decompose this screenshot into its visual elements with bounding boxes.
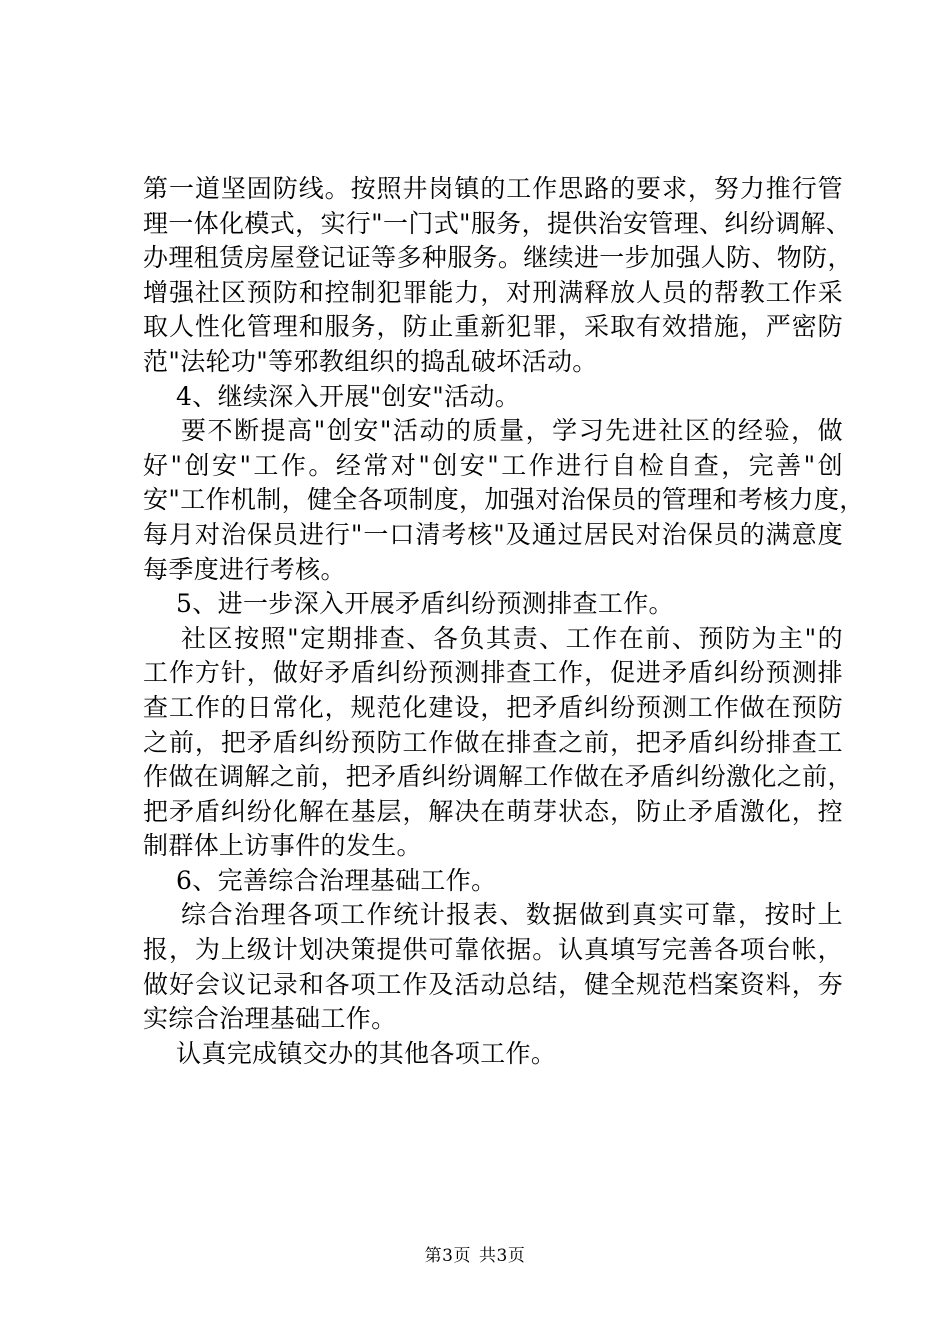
paragraph-line: 第一道坚固防线。按照井岗镇的工作思路的要求，努力推行管 [143, 174, 843, 203]
paragraph-line: 实综合治理基础工作。 [143, 1004, 397, 1034]
paragraph-line: 做好会议记录和各项工作及活动总结，健全规范档案资料，夯 [143, 969, 843, 999]
page-total: 共3页 [479, 1246, 526, 1266]
paragraph-line: 办理租赁房屋登记证等多种服务。继续进一步加强人防、物防， [143, 243, 853, 273]
paragraph-line: 每季度进行考核。 [143, 554, 346, 584]
paragraph-line: 安"工作机制，健全各项制度，加强对治保员的管理和考核力度， [143, 485, 865, 515]
section-heading-6: 6、完善综合治理基础工作。 [176, 865, 497, 895]
paragraph-line: 好"创安"工作。经常对"创安"工作进行自检自查，完善"创 [143, 450, 843, 480]
paragraph-line: 综合治理各项工作统计报表、数据做到真实可靠，按时上 [181, 900, 843, 930]
paragraph-line: 理一体化模式，实行"一门式"服务，提供治安管理、纠纷调解、 [143, 208, 852, 238]
document-body [143, 172, 865, 1071]
page-number: 第3页 [424, 1246, 471, 1266]
section-heading-4: 4、继续深入开展"创安"活动。 [176, 381, 521, 411]
paragraph-line: 把矛盾纠纷化解在基层，解决在萌芽状态，防止矛盾激化，控 [143, 796, 843, 826]
paragraph-line: 社区按照"定期排查、各负其责、工作在前、预防为主"的 [181, 623, 843, 653]
paragraph-line: 范"法轮功"等邪教组织的捣乱破坏活动。 [143, 346, 598, 376]
paragraph-line: 要不断提高"创安"活动的质量，学习先进社区的经验，做 [181, 416, 843, 446]
paragraph-line: 增强社区预防和控制犯罪能力，对刑满释放人员的帮教工作采 [143, 277, 843, 307]
page-footer [0, 1244, 950, 1268]
paragraph-line: 查工作的日常化，规范化建设，把矛盾纠纷预测工作做在预防 [143, 692, 843, 722]
paragraph-line: 每月对治保员进行"一口清考核"及通过居民对治保员的满意度 [143, 519, 843, 549]
section-heading-5: 5、进一步深入开展矛盾纠纷预测排查工作。 [176, 589, 674, 619]
paragraph-line: 取人性化管理和服务，防止重新犯罪，采取有效措施，严密防 [143, 312, 843, 342]
paragraph-line: 之前，把矛盾纠纷预防工作做在排查之前，把矛盾纠纷排查工 [143, 727, 843, 757]
closing-line: 认真完成镇交办的其他各项工作。 [176, 1038, 557, 1068]
paragraph-line: 制群体上访事件的发生。 [143, 831, 422, 861]
paragraph-line: 作做在调解之前，把矛盾纠纷调解工作做在矛盾纠纷激化之前， [143, 762, 853, 792]
paragraph-line: 工作方针，做好矛盾纠纷预测排查工作，促进矛盾纠纷预测排 [143, 658, 843, 688]
paragraph-line: 报，为上级计划决策提供可靠依据。认真填写完善各项台帐， [143, 935, 843, 965]
